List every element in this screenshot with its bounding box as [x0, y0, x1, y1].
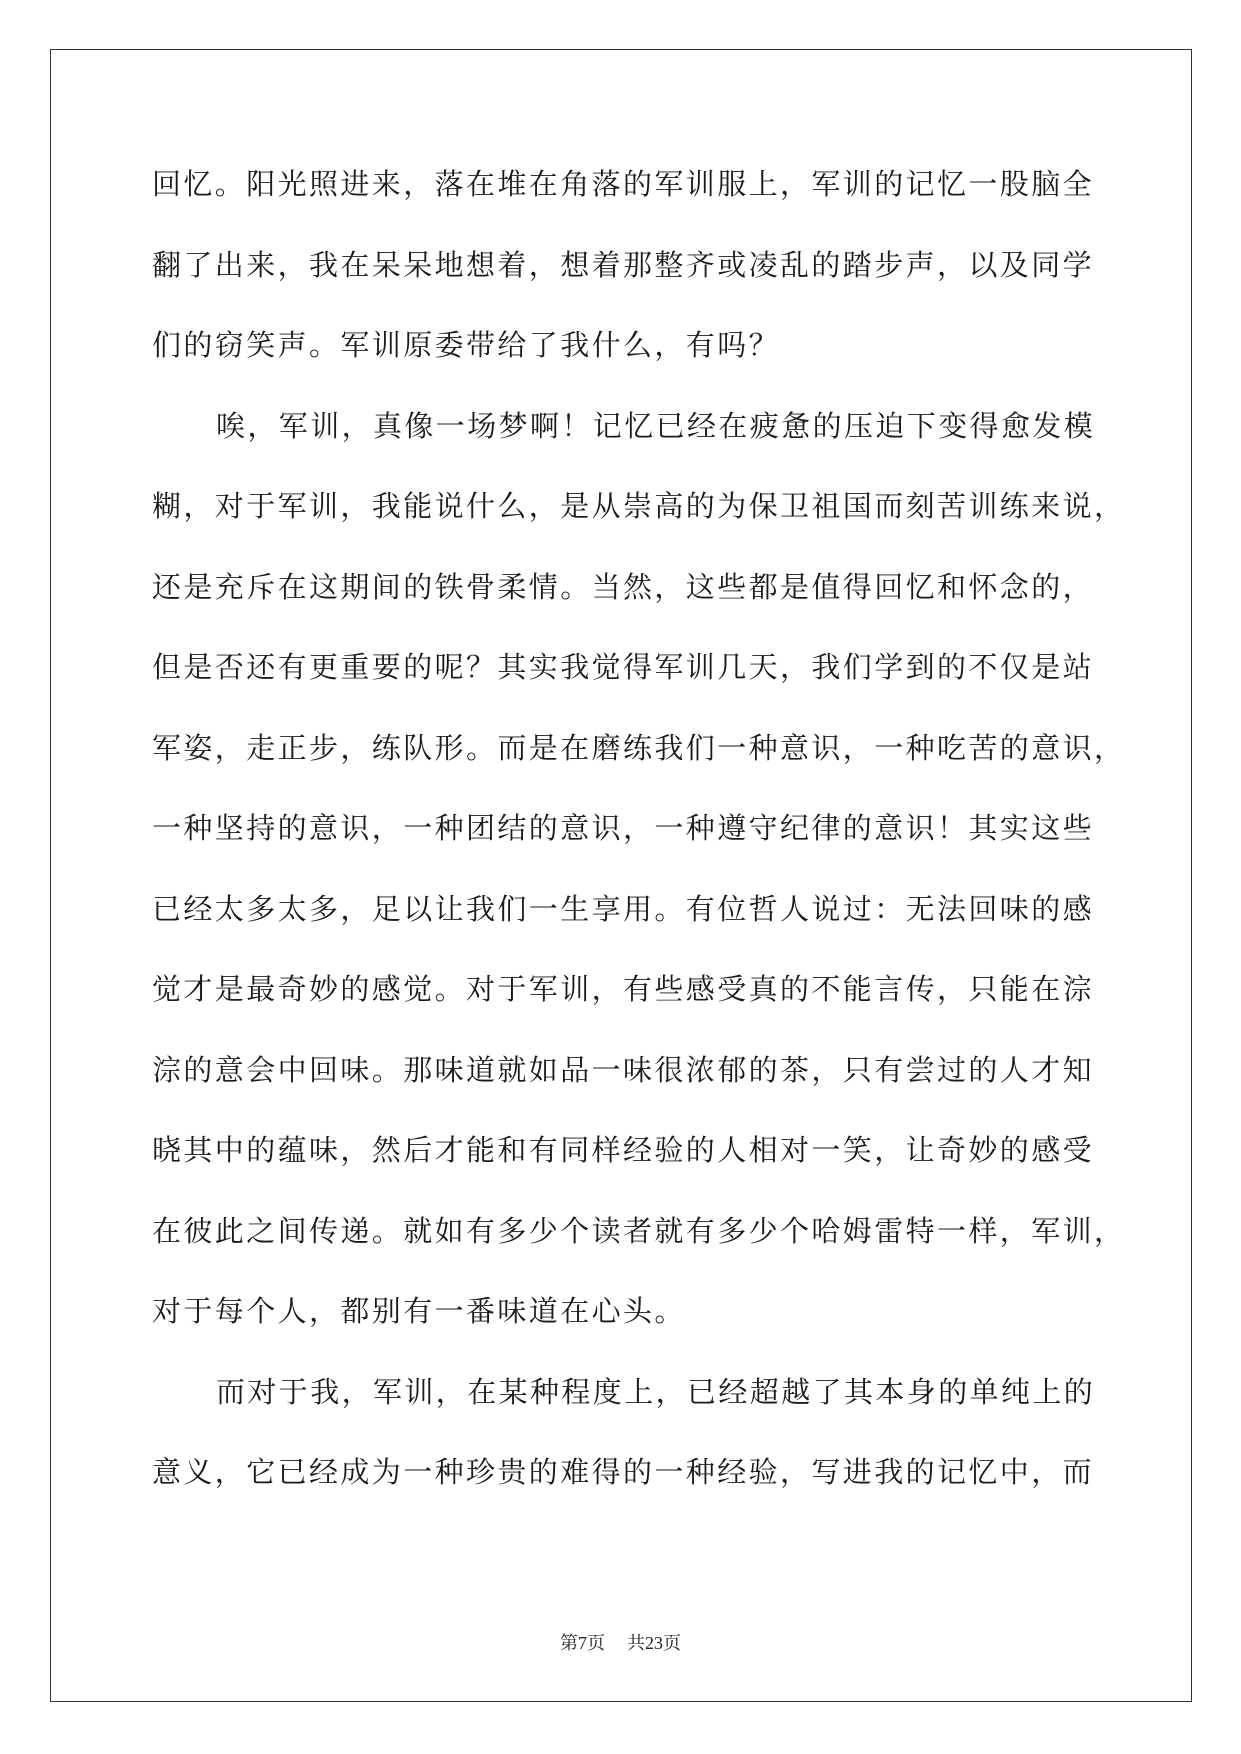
text-line: 对于每个人，都别有一番味道在心头。 — [152, 1294, 686, 1328]
text-line: 军姿，走正步，练队形。而是在磨练我们一种意识，一种吃苦的意识， — [152, 730, 1126, 765]
text-line: 意义，它已经成为一种珍贵的难得的一种经验，写进我的记忆中，而 — [152, 1455, 1095, 1489]
text-line: 晓其中的蕴味，然后才能和有同样经验的人相对一笑，让奇妙的感受 — [152, 1133, 1095, 1167]
text-line: 翻了出来，我在呆呆地想着，想着那整齐或凌乱的踏步声，以及同学 — [152, 247, 1095, 282]
text-line: 一种坚持的意识，一种团结的意识，一种遵守纪律的意识！其实这些 — [152, 811, 1095, 845]
page-footer — [0, 1631, 1241, 1655]
text-line: 淙的意会中回味。那味道就如品一味很浓郁的茶，只有尝过的人才知 — [152, 1052, 1095, 1087]
text-line: 觉才是最奇妙的感觉。对于军训，有些感受真的不能言传，只能在淙 — [152, 972, 1095, 1006]
page-total: 共23页 — [627, 1633, 681, 1653]
text-line: 但是否还有更重要的呢？其实我觉得军训几天，我们学到的不仅是站 — [152, 650, 1095, 684]
text-line: 在彼此之间传递。就如有多少个读者就有多少个哈姆雷特一样，军训， — [152, 1213, 1126, 1248]
text-line: 回忆。阳光照进来，落在堆在角落的军训服上，军训的记忆一股脑全 — [152, 167, 1095, 201]
text-line: 已经太多太多，足以让我们一生享用。有位哲人说过：无法回味的感 — [152, 891, 1095, 926]
text-line: 糊，对于军训，我能说什么，是从崇高的为保卫祖国而刻苦训练来说， — [152, 489, 1126, 523]
text-line: 而对于我，军训，在某种程度上，已经超越了其本身的单纯上的 — [216, 1374, 1096, 1409]
document-body — [152, 162, 1126, 1531]
text-line: 还是充斥在这期间的铁骨柔情。当然，这些都是值得回忆和怀念的， — [152, 569, 1095, 604]
text-line: 们的窃笑声。军训原委带给了我什么，有吗？ — [152, 328, 781, 362]
text-line: 唉，军训，真像一场梦啊！记忆已经在疲惫的压迫下变得愈发模 — [216, 408, 1096, 443]
page-number: 第7页 — [560, 1633, 605, 1653]
